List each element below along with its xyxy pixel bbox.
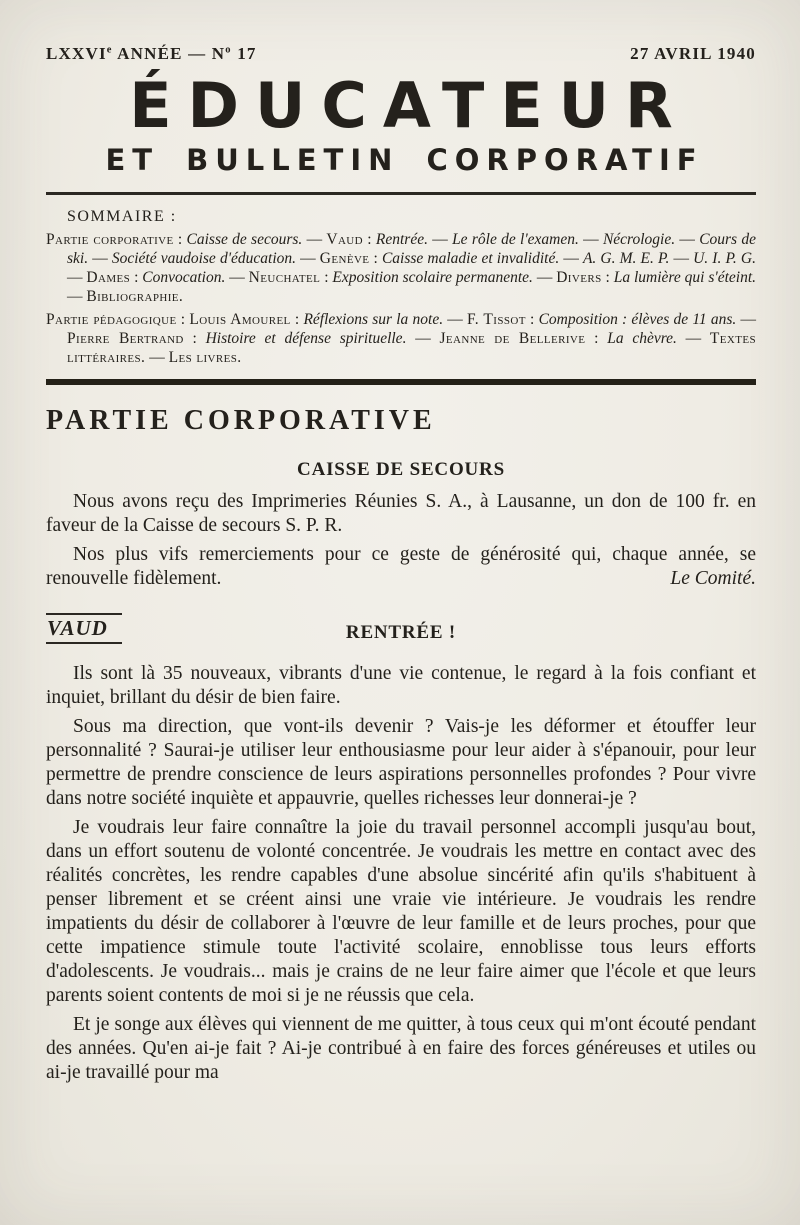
paragraph-text: Nos plus vifs remerciements pour ce geste de générosité qui, chaque année, se renouvelle fidèlement.	[46, 544, 756, 590]
paragraph: Sous ma direction, que vont-ils devenir ? Vais-je les déformer et étouffer leur personnalité ? Saurai-je utiliser leur enthousiasme pour leur aider à s'épanouir, pour leur permettre de prendre conscience de leurs aspirations personnelles profondes ? Pour vivre dans notre société inquiète et appauvrie, quelles richesses leur donnerai-je ?	[46, 716, 756, 810]
issue-date: 27 AVRIL 1940	[630, 44, 756, 63]
divider-thick	[46, 379, 756, 385]
sommaire-entry-pedagogique: Partie pédagogique : Louis Amourel : Réflexions sur la note. — F. Tissot : Composition : élèves de 11 ans. — Pierre Bertrand : Histoire et défense spirituelle. — Jeanne de Bellerive : La chèvre. — Textes littéraires. — Les livres.	[46, 311, 757, 367]
sommaire-entry-corporative: Partie corporative : Caisse de secours. — Vaud : Rentrée. — Le rôle de l'examen. — Nécrologie. — Cours de ski. — Société vaudoise d'éducation. — Genève : Caisse maladie et invalidité. — A. G. M. E. P. — U. I. P. G. — Dames : Convocation. — Neuchatel : Exposition scolaire permanente. — Divers : La lumière qui s'éteint. — Bibliographie.	[46, 231, 757, 306]
signature-le-comite: Le Comité.	[670, 568, 756, 590]
section-heading-partie-corporative: PARTIE CORPORATIVE	[46, 405, 436, 437]
journal-subtitle: ET BULLETIN CORPORATIF	[105, 143, 704, 178]
article-title-rentree: RENTRÉE !	[345, 622, 457, 644]
paragraph: Nous avons reçu des Imprimeries Réunies S. A., à Lausanne, un don de 100 fr. en faveur de la Caisse de secours S. P. R.	[46, 491, 756, 537]
region-label-vaud: VAUD	[46, 613, 122, 644]
paragraph: Ils sont là 35 nouveaux, vibrants d'une vie contenue, le regard à la fois confiant et inquiet, brillant du désir de bien faire.	[46, 663, 756, 709]
article-title-caisse-de-secours: CAISSE DE SECOURS	[297, 459, 505, 481]
paragraph: Et je songe aux élèves qui viennent de me quitter, à tous ceux qui m'ont écouté pendant des années. Qu'en ai-je fait ? Ai-je contribué à en faire des forces généreuses et utiles ou ai-je travaillé pour ma	[46, 1014, 756, 1084]
section-vaud-header	[46, 613, 756, 653]
table-of-contents	[46, 207, 756, 367]
sommaire-label: SOMMAIRE :	[67, 208, 177, 226]
volume-issue: LXXVIe ANNÉE — $N^o$ 17	[46, 44, 257, 63]
masthead-info-row	[46, 44, 756, 64]
paragraph: Je voudrais leur faire connaître la joie du travail personnel accompli jusqu'au bout, dans un effort soutenu de volonté concentrée. Je voudrais les mettre en contact avec des réalités concrètes, les rendre capables d'une absolue sincérité afin qu'ils s'habituent à penser librement et se créent ainsi une vraie vie intérieure. Je voudrais les rendre impatients du désir de collaborer à l'œuvre de leur famille et de leurs proches, pour que cette impatience stimule toute l'activité scolaire, ennoblisse tous leurs efforts d'adolescents. Je voudrais... mais je crains de ne leur faire aimer que l'école et que leurs parents soient contents de moi si je ne réussis que cela.	[46, 817, 756, 1007]
journal-title: ÉDUCATEUR	[129, 69, 689, 142]
divider-thin	[46, 192, 756, 195]
paragraph	[46, 543, 756, 591]
